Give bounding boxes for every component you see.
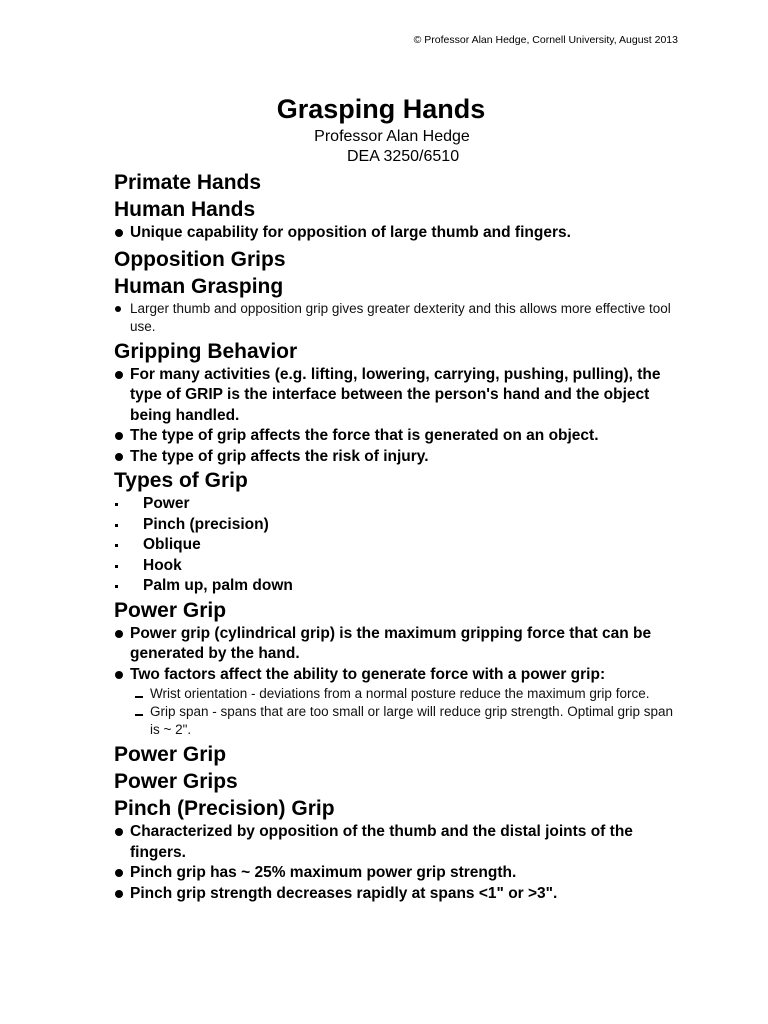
heading-power-grip-2: Power Grip bbox=[114, 743, 227, 766]
heading-primate-hands: Primate Hands bbox=[114, 171, 262, 194]
list-item: The type of grip affects the risk of injury. bbox=[114, 447, 674, 468]
list-item: Grip span - spans that are too small or large will reduce grip strength. Optimal grip span is ~ 2". bbox=[134, 703, 674, 739]
list-item: Characterized by opposition of the thumb and the distal joints of the fingers. bbox=[114, 822, 674, 863]
pinch-grip-bullets bbox=[114, 822, 674, 904]
list-item: Unique capability for opposition of large thumb and fingers. bbox=[114, 223, 674, 244]
list-item: Pinch (precision) bbox=[114, 515, 674, 536]
list-item: Oblique bbox=[114, 535, 674, 556]
list-item: Pinch grip has ~ 25% maximum power grip strength. bbox=[114, 863, 674, 884]
heading-human-grasping: Human Grasping bbox=[114, 274, 284, 298]
human-hands-bullets bbox=[114, 223, 674, 244]
list-item: For many activities (e.g. lifting, lowering, carrying, pushing, pulling), the type of GRIP is the interface between the person's hand and the object being handled. bbox=[114, 365, 674, 427]
grip-types-list bbox=[114, 494, 674, 597]
document-body bbox=[114, 169, 674, 904]
copyright-credit: © Professor Alan Hedge, Cornell University, August 2013 bbox=[413, 34, 678, 46]
gripping-behavior-bullets bbox=[114, 365, 674, 468]
course-code: DEA 3250/6510 bbox=[347, 148, 460, 165]
heading-types-of-grip: Types of Grip bbox=[114, 469, 248, 492]
list-item: Hook bbox=[114, 556, 674, 577]
list-item: Wrist orientation - deviations from a normal posture reduce the maximum grip force. bbox=[134, 685, 674, 703]
list-item: The type of grip affects the force that is generated on an object. bbox=[114, 426, 674, 447]
list-item: Palm up, palm down bbox=[114, 576, 674, 597]
document-title: Grasping Hands bbox=[276, 94, 486, 124]
power-grip-bullets bbox=[114, 624, 674, 686]
list-item: Power bbox=[114, 494, 674, 515]
power-grip-sub-items bbox=[134, 685, 674, 739]
list-item: Larger thumb and opposition grip gives greater dexterity and this allows more effective tool use. bbox=[114, 300, 674, 336]
heading-gripping-behavior: Gripping Behavior bbox=[114, 339, 298, 363]
document-author: Professor Alan Hedge bbox=[314, 128, 470, 145]
heading-opposition-grips: Opposition Grips bbox=[114, 247, 286, 271]
heading-power-grip: Power Grip bbox=[114, 598, 227, 622]
heading-human-hands: Human Hands bbox=[114, 198, 256, 221]
list-item: Power grip (cylindrical grip) is the maximum gripping force that can be generated by the hand. bbox=[114, 624, 674, 665]
heading-power-grips: Power Grips bbox=[114, 770, 238, 793]
heading-pinch-grip: Pinch (Precision) Grip bbox=[114, 797, 335, 820]
list-item: Pinch grip strength decreases rapidly at spans <1" or >3". bbox=[114, 884, 674, 905]
title-block bbox=[0, 94, 768, 166]
human-grasping-bullets bbox=[114, 300, 674, 336]
list-item: Two factors affect the ability to generate force with a power grip: bbox=[114, 665, 674, 686]
